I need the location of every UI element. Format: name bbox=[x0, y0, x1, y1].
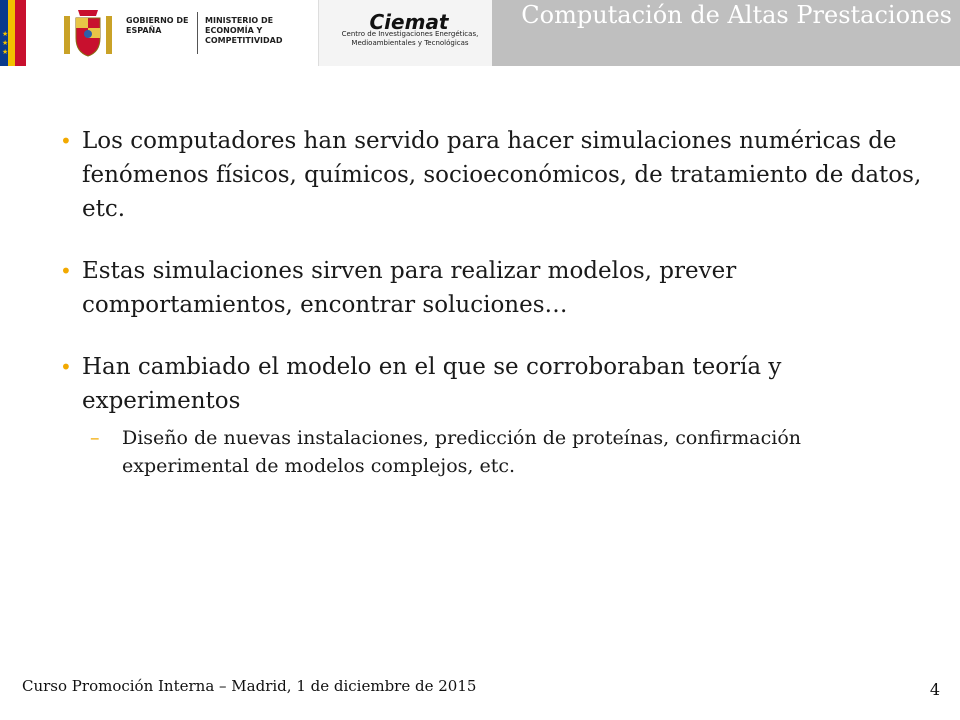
bullet-dot-icon: • bbox=[60, 355, 72, 379]
eu-stars-icon: ★ ★ ★ bbox=[2, 30, 9, 56]
ciemat-logo-text: Ciemat bbox=[369, 10, 449, 34]
coat-of-arms-icon bbox=[58, 6, 118, 60]
page-number: 4 bbox=[929, 680, 940, 699]
bullet-text: Estas simulaciones sirven para realizar modelos, prever comportamientos, encontrar soluciones… bbox=[82, 258, 737, 318]
spain-eu-flag-strip bbox=[0, 0, 26, 66]
sub-bullet-text: Diseño de nuevas instalaciones, predicción de proteínas, confirmación experimental de modelos complejos, etc. bbox=[122, 427, 802, 477]
slide-title-box bbox=[492, 0, 960, 66]
bullet-item bbox=[52, 124, 932, 226]
bullet-text: Han cambiado el modelo en el que se corroboraban teoría y experimentos bbox=[82, 354, 782, 414]
sub-bullet-item bbox=[52, 424, 932, 480]
bullet-text: Los computadores han servido para hacer simulaciones numéricas de fenómenos físicos, químicos, socioeconómicos, de tratamiento de datos, etc. bbox=[82, 128, 922, 222]
header-divider bbox=[197, 12, 198, 54]
ciemat-subtitle: Centro de Investigaciones Energéticas, Medioambientales y Tecnológicas bbox=[341, 30, 479, 47]
ministry-label: MINISTERIO DE ECONOMÍA Y COMPETITIVIDAD bbox=[205, 16, 283, 45]
ciemat-logo-box bbox=[318, 0, 493, 66]
bullet-item bbox=[52, 254, 932, 322]
slide-header bbox=[0, 0, 960, 66]
bullet-item bbox=[52, 350, 932, 418]
bullet-dot-icon: • bbox=[60, 259, 72, 283]
footer-text: Curso Promoción Interna – Madrid, 1 de diciembre de 2015 bbox=[22, 677, 477, 695]
dash-bullet-icon: – bbox=[90, 427, 100, 449]
government-label: GOBIERNO DE ESPAÑA bbox=[126, 16, 189, 35]
slide-title: Computación de Altas Prestaciones bbox=[521, 1, 952, 29]
slide-content bbox=[52, 124, 932, 480]
bullet-dot-icon: • bbox=[60, 129, 72, 153]
